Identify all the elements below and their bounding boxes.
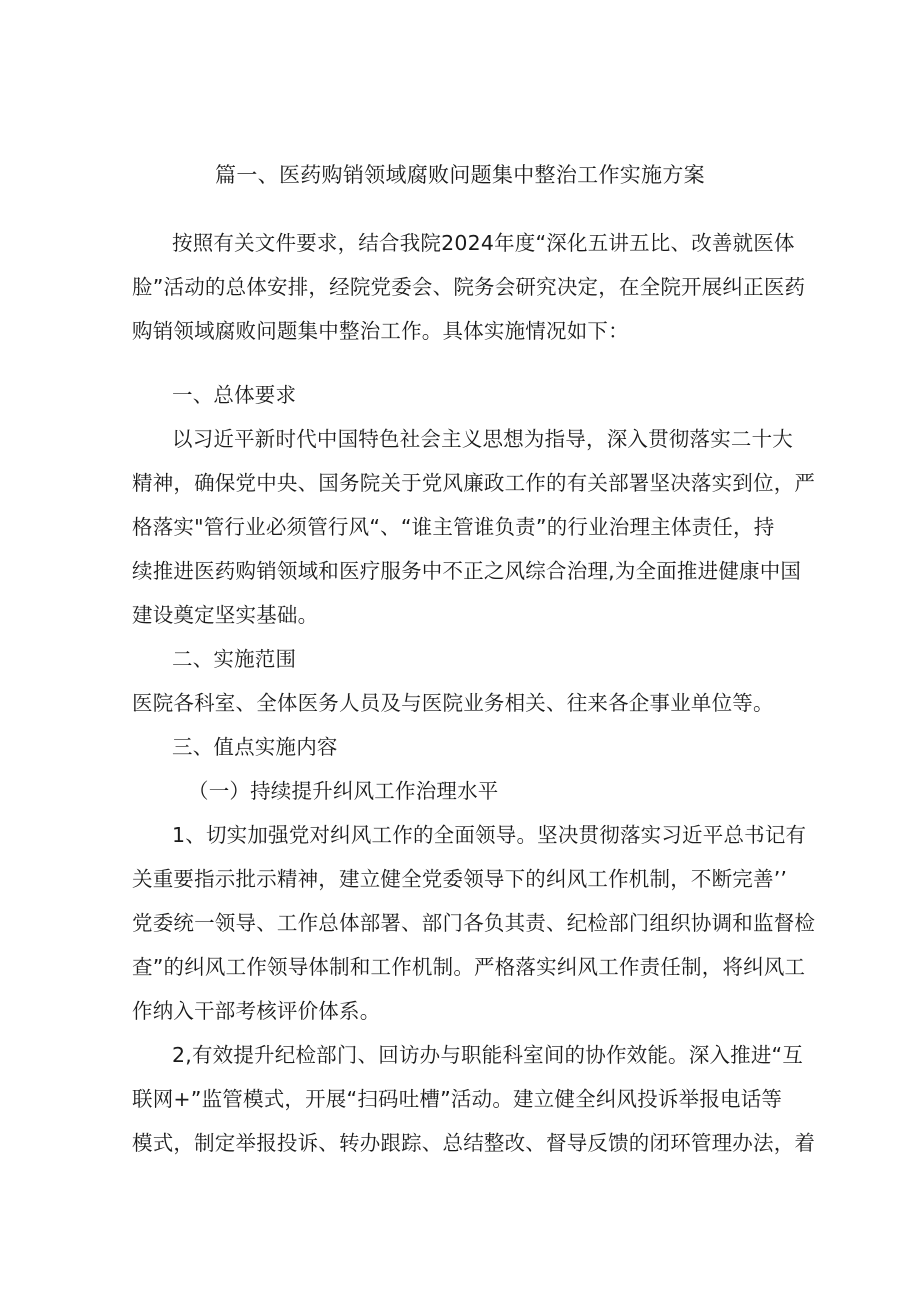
- paragraph-line: 模式，制定举报投诉、转办跟踪、总结整改、督导反馈的闭环管理办法，着: [132, 1131, 816, 1155]
- paragraph-line: 党委统一领导、工作总体部署、部门各负其责、纪检部门组织协调和监督检: [132, 911, 816, 935]
- paragraph-line: 2,有效提升纪检部门、回访办与职能科室间的协作效能。深入推进“互: [172, 1043, 804, 1067]
- section-heading: 三、值点实施内容: [172, 735, 338, 759]
- paragraph-line: 1、切实加强党对纠风工作的全面领导。坚决贯彻落实习近平总书记有: [172, 823, 807, 847]
- paragraph-line: 续推进医药购销领域和医疗服务中不正之风综合治理,为全面推进健康中国: [132, 559, 802, 583]
- document-title: 篇一、医药购销领域腐败问题集中整治工作实施方案: [215, 163, 705, 187]
- subsection-heading: （一）持续提升纠风工作治理水平: [188, 779, 499, 803]
- paragraph-line: 作纳入干部考核评价体系。: [132, 999, 381, 1023]
- paragraph-line: 格落实"管行业必须管行风“、“谁主管谁负责”的行业治理主体责任，持: [132, 515, 775, 539]
- paragraph-line: 按照有关文件要求，结合我院2024年度“深化五讲五比、改善就医体: [172, 231, 795, 255]
- section-heading: 一、总体要求: [172, 383, 297, 407]
- paragraph-line: 关重要指示批示精神，建立健全党委领导下的纠风工作机制，不断完善’’: [132, 867, 788, 891]
- paragraph-line: 医院各科室、全体医务人员及与医院业务相关、往来各企事业单位等。: [132, 691, 774, 715]
- paragraph-line: 以习近平新时代中国特色社会主义思想为指导，深入贯彻落实二十大: [172, 427, 793, 451]
- paragraph-line: 脸”活动的总体安排，经院党委会、院务会研究决定，在全院开展纠正医药: [132, 275, 806, 299]
- paragraph-line: 精神，确保党中央、国务院关于党风廉政工作的有关部署坚决落实到位，严: [132, 471, 816, 495]
- paragraph-line: 购销领域腐败问题集中整治工作。具体实施情况如下：: [132, 319, 629, 343]
- paragraph-line: 联网+”监管模式，开展“扫码吐槽”活动。建立健全纠风投诉举报电话等: [132, 1087, 783, 1111]
- section-heading: 二、实施范围: [172, 647, 297, 671]
- paragraph-line: 建设奠定坚实基础。: [132, 603, 319, 627]
- paragraph-line: 查”的纠风工作领导体制和工作机制。严格落实纠风工作责任制，将纠风工: [132, 955, 806, 979]
